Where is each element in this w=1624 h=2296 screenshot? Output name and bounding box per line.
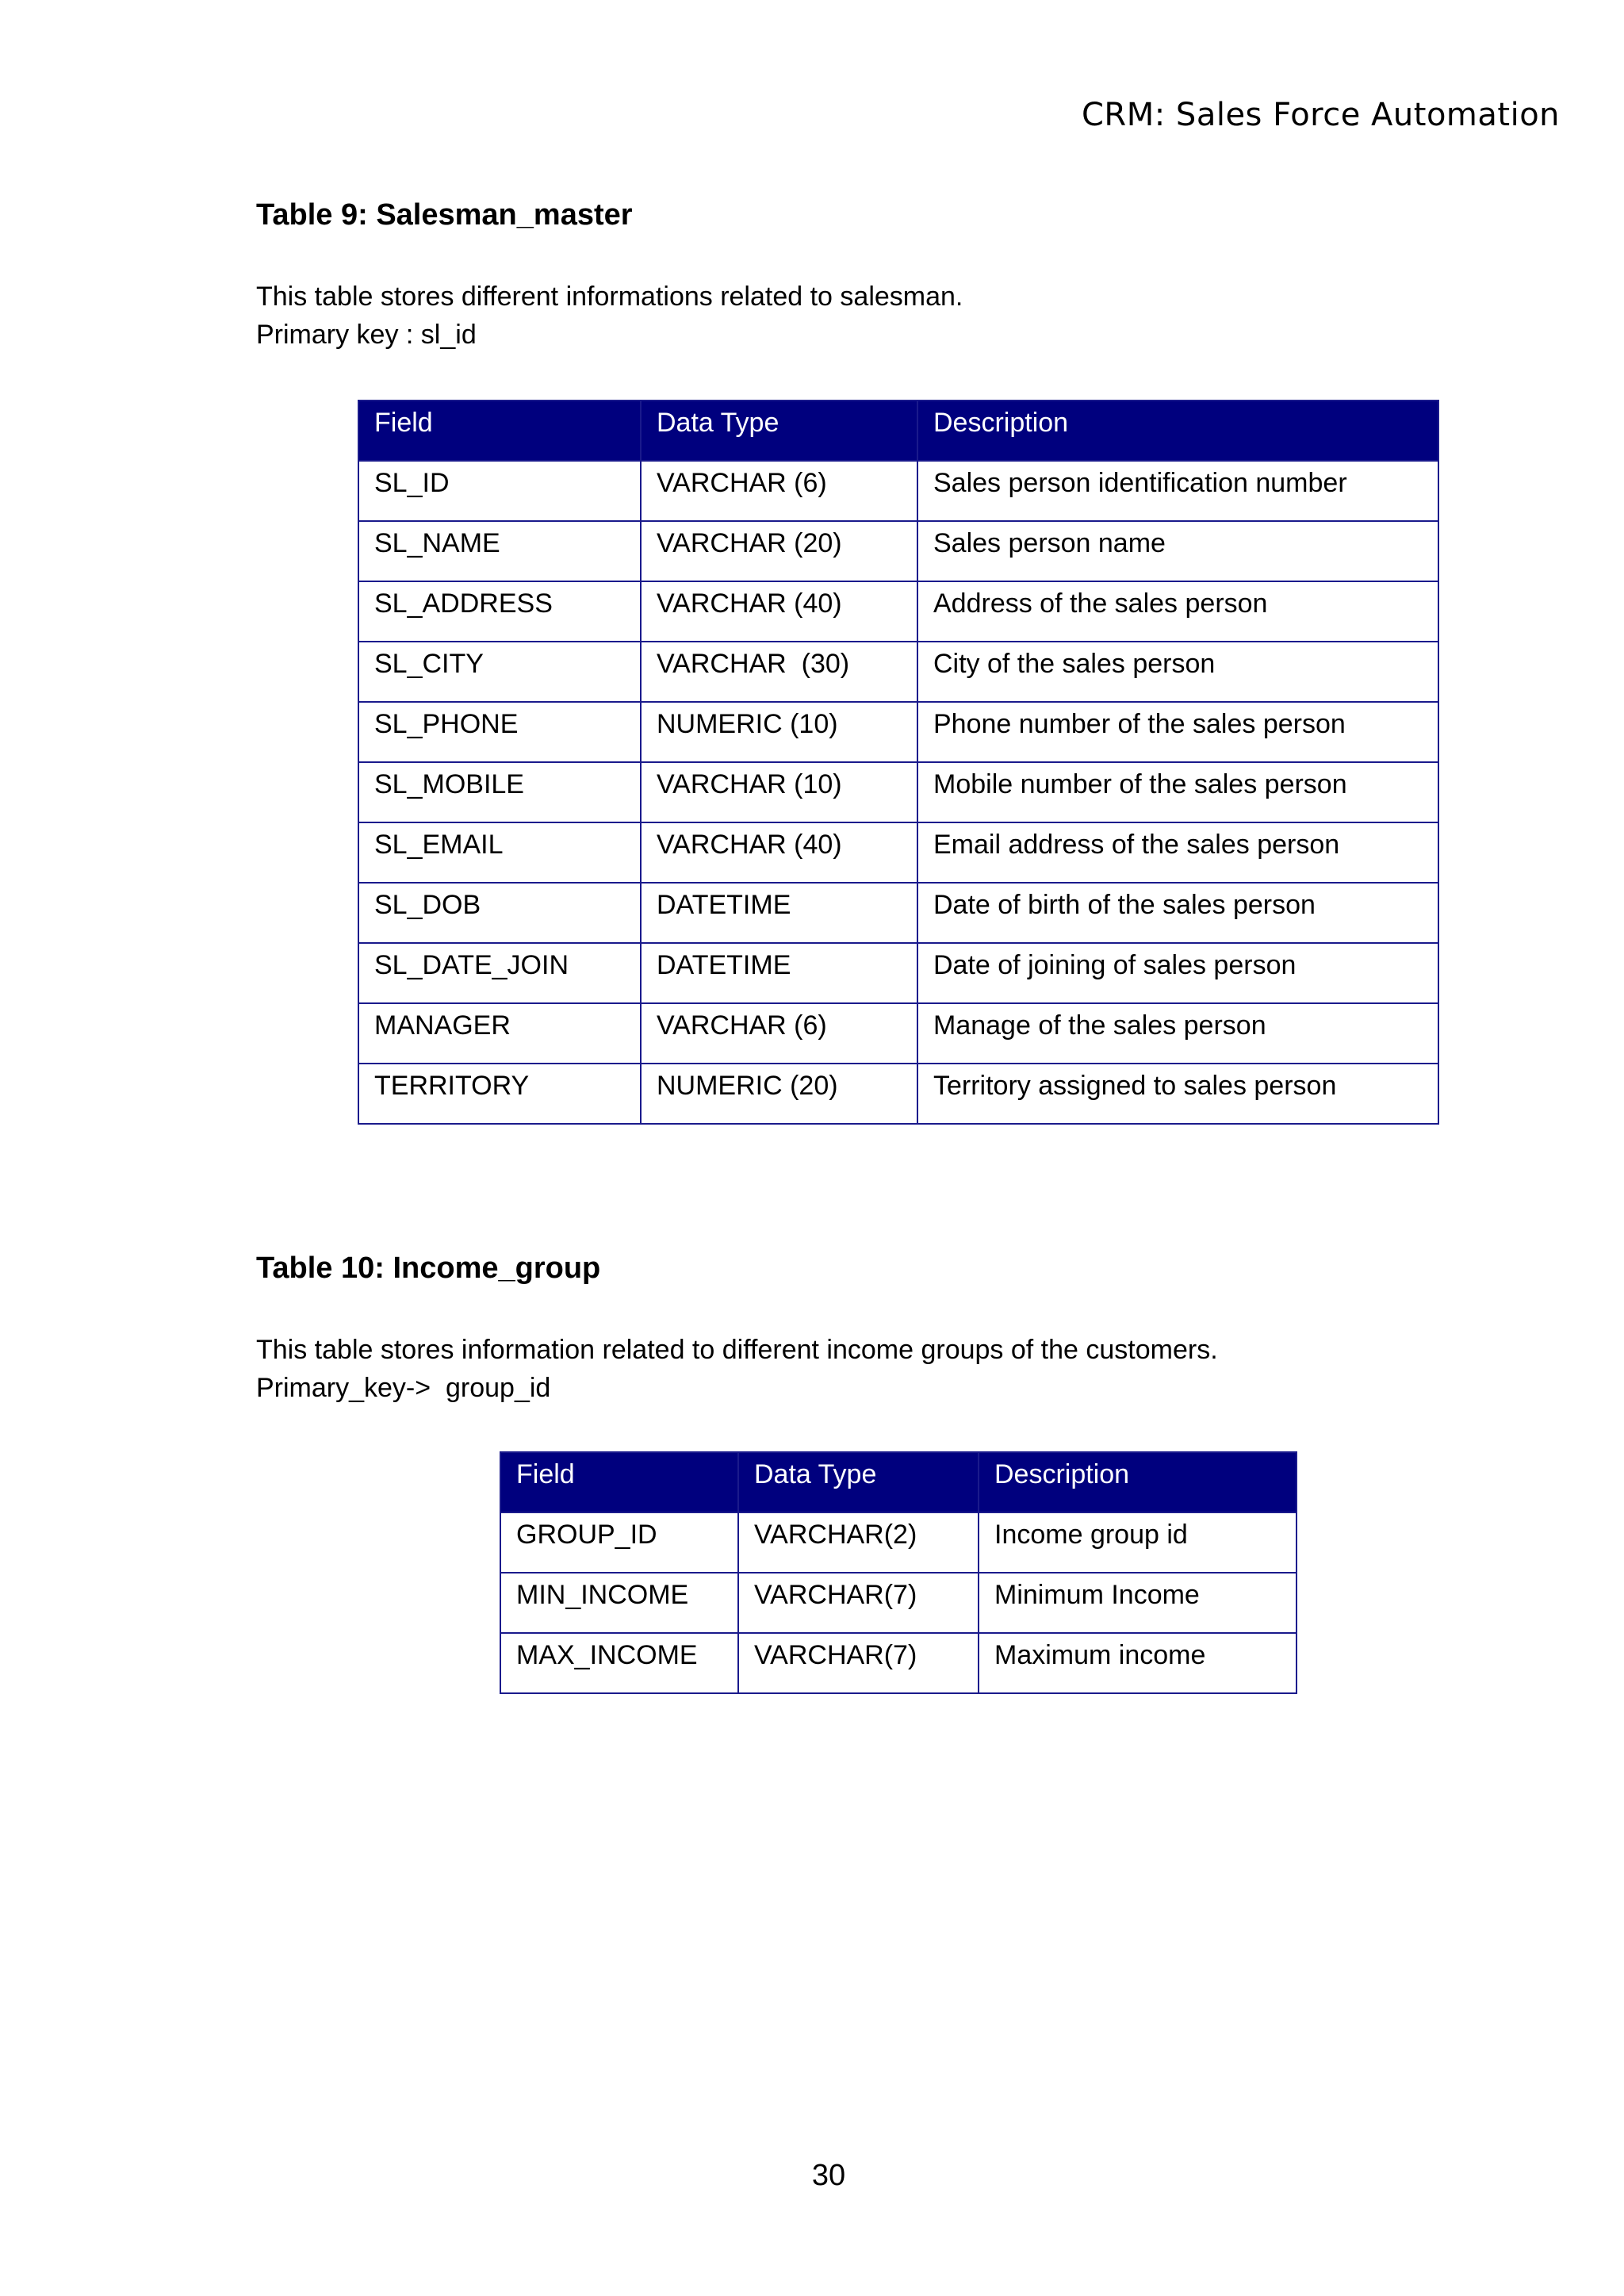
table-row — [358, 642, 1438, 702]
table-row — [358, 943, 1438, 1003]
column-header-data-type: Data Type — [641, 401, 917, 461]
table9-description: This table stores different informations related to salesman. — [256, 282, 963, 312]
description-cell: Sales person identification number — [917, 461, 1438, 521]
data-type-cell: VARCHAR (30) — [641, 642, 917, 702]
field-cell: MAX_INCOME — [500, 1633, 738, 1693]
field-cell: SL_NAME — [358, 521, 641, 581]
field-cell: SL_DOB — [358, 883, 641, 943]
description-cell: Mobile number of the sales person — [917, 762, 1438, 822]
description-cell: Date of joining of sales person — [917, 943, 1438, 1003]
data-type-cell: DATETIME — [641, 943, 917, 1003]
field-cell: SL_DATE_JOIN — [358, 943, 641, 1003]
column-header-field: Field — [358, 401, 641, 461]
table10-title: Table 10: Income_group — [256, 1251, 601, 1285]
salesman-master-table — [358, 400, 1439, 1125]
data-type-cell: VARCHAR (20) — [641, 521, 917, 581]
data-type-cell: NUMERIC (10) — [641, 702, 917, 762]
data-type-cell: VARCHAR (10) — [641, 762, 917, 822]
data-type-cell: VARCHAR (6) — [641, 461, 917, 521]
field-cell: SL_CITY — [358, 642, 641, 702]
table-header-row — [358, 401, 1438, 461]
field-cell: SL_EMAIL — [358, 822, 641, 883]
page-number: 30 — [811, 2159, 846, 2192]
field-cell: MANAGER — [358, 1003, 641, 1064]
table9-primary-key: Primary key : sl_id — [256, 320, 477, 350]
table-row — [358, 822, 1438, 883]
data-type-cell: VARCHAR(2) — [738, 1512, 979, 1573]
column-header-field: Field — [500, 1452, 738, 1512]
field-cell: SL_ADDRESS — [358, 581, 641, 642]
description-cell: Phone number of the sales person — [917, 702, 1438, 762]
description-cell: Minimum Income — [979, 1573, 1297, 1633]
table-row — [358, 461, 1438, 521]
income-group-table — [500, 1451, 1297, 1694]
table-header-row — [500, 1452, 1297, 1512]
table9-title: Table 9: Salesman_master — [256, 198, 633, 232]
column-header-data-type: Data Type — [738, 1452, 979, 1512]
table-row — [500, 1512, 1297, 1573]
description-cell: Territory assigned to sales person — [917, 1064, 1438, 1124]
data-type-cell: NUMERIC (20) — [641, 1064, 917, 1124]
table-row — [358, 1003, 1438, 1064]
description-cell: Date of birth of the sales person — [917, 883, 1438, 943]
table-row — [358, 521, 1438, 581]
table-row — [358, 883, 1438, 943]
table10-description: This table stores information related to different income groups of the customers. — [256, 1335, 1218, 1365]
table-row — [500, 1573, 1297, 1633]
table10-primary-key: Primary_key-> group_id — [256, 1373, 551, 1403]
column-header-description: Description — [979, 1452, 1297, 1512]
column-header-description: Description — [917, 401, 1438, 461]
field-cell: SL_MOBILE — [358, 762, 641, 822]
table-row — [358, 581, 1438, 642]
field-cell: GROUP_ID — [500, 1512, 738, 1573]
running-header: CRM: Sales Force Automation — [1082, 97, 1561, 133]
field-cell: MIN_INCOME — [500, 1573, 738, 1633]
description-cell: Maximum income — [979, 1633, 1297, 1693]
table-row — [358, 702, 1438, 762]
data-type-cell: VARCHAR (40) — [641, 581, 917, 642]
description-cell: Manage of the sales person — [917, 1003, 1438, 1064]
data-type-cell: VARCHAR(7) — [738, 1633, 979, 1693]
description-cell: Income group id — [979, 1512, 1297, 1573]
data-type-cell: VARCHAR(7) — [738, 1573, 979, 1633]
field-cell: SL_PHONE — [358, 702, 641, 762]
table-row — [358, 762, 1438, 822]
data-type-cell: VARCHAR (40) — [641, 822, 917, 883]
description-cell: Address of the sales person — [917, 581, 1438, 642]
field-cell: TERRITORY — [358, 1064, 641, 1124]
data-type-cell: DATETIME — [641, 883, 917, 943]
field-cell: SL_ID — [358, 461, 641, 521]
data-type-cell: VARCHAR (6) — [641, 1003, 917, 1064]
description-cell: City of the sales person — [917, 642, 1438, 702]
table-row — [500, 1633, 1297, 1693]
description-cell: Sales person name — [917, 521, 1438, 581]
description-cell: Email address of the sales person — [917, 822, 1438, 883]
table-row — [358, 1064, 1438, 1124]
